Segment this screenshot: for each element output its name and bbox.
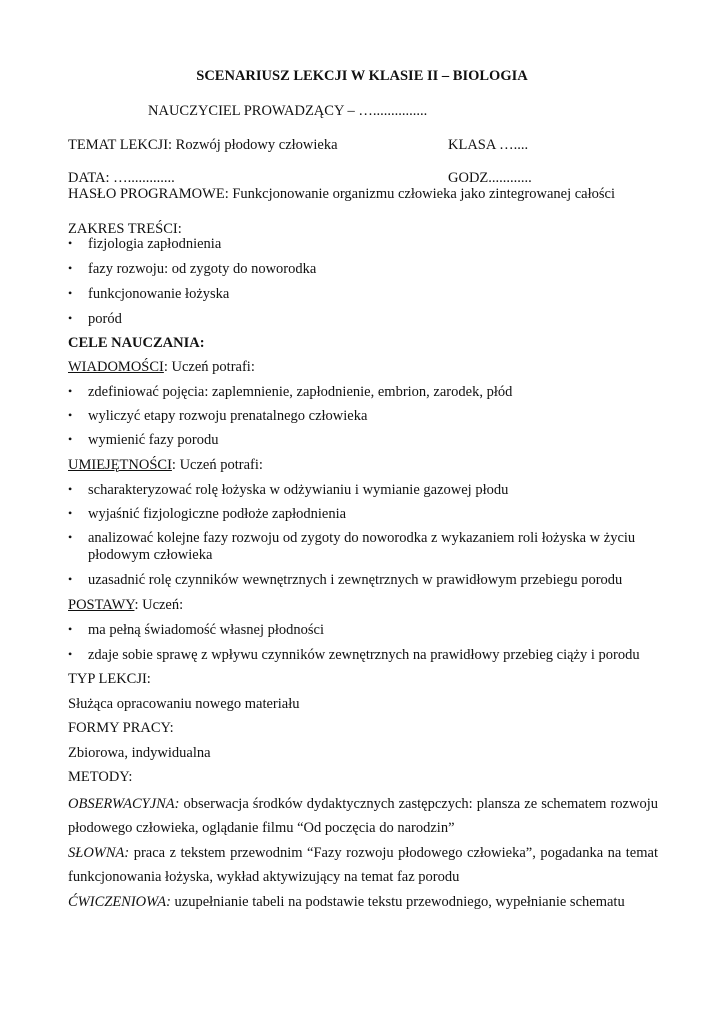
knowledge-list <box>68 384 512 456</box>
method-exercise <box>68 890 658 914</box>
forms-heading: FORMY PRACY: <box>68 720 174 736</box>
attitudes-heading <box>68 597 183 614</box>
method-name: ĆWICZENIOWA: <box>68 894 171 910</box>
document-title: SCENARIUSZ LEKCJI W KLASIE II – BIOLOGIA <box>196 68 528 84</box>
knowledge-heading <box>68 359 255 376</box>
knowledge-label: WIADOMOŚCI <box>68 359 164 375</box>
methods-heading: METODY: <box>68 769 133 785</box>
method-text: obserwacja środków dydaktycznych zastępczych: plansza ze schematem rozwoju płodowego człowieka, oglądanie filmu “Od poczęcia do narodzin” <box>68 796 658 836</box>
knowledge-suffix: : Uczeń potrafi: <box>163 359 255 375</box>
forms-value: Zbiorowa, indywidualna <box>68 745 211 761</box>
date-field: DATA: …............. <box>68 170 175 186</box>
skills-label: UMIEJĘTNOŚCI <box>68 457 172 473</box>
list-item: • wymienić fazy porodu <box>68 432 512 456</box>
teacher-line: NAUCZYCIEL PROWADZĄCY – …............... <box>148 103 428 119</box>
lesson-type-heading: TYP LEKCJI: <box>68 671 151 687</box>
lesson-topic: TEMAT LEKCJI: Rozwój płodowy człowieka <box>68 137 338 153</box>
list-item: • poród <box>68 311 316 336</box>
list-item: • wyjaśnić fizjologiczne podłoże zapłodnienia <box>68 506 668 530</box>
method-name: SŁOWNA: <box>68 845 130 861</box>
skills-suffix: : Uczeń potrafi: <box>171 457 263 473</box>
time-field: GODZ............ <box>448 170 532 186</box>
list-item: • fazy rozwoju: od zygoty do noworodka <box>68 261 316 286</box>
class-field: KLASA ….... <box>448 137 529 153</box>
list-item: • zdaje sobie sprawę z wpływu czynników zewnętrznych na prawidłowy przebieg ciąży i porodu <box>68 647 640 672</box>
list-item: • wyliczyć etapy rozwoju prenatalnego człowieka <box>68 408 512 432</box>
list-item: • funkcjonowanie łożyska <box>68 286 316 311</box>
attitudes-suffix: : Uczeń: <box>134 597 184 613</box>
list-item: • ma pełną świadomość własnej płodności <box>68 622 640 647</box>
lesson-type-value: Służąca opracowaniu nowego materiału <box>68 696 300 712</box>
method-observational <box>68 792 658 840</box>
skills-list <box>68 482 668 596</box>
method-text: praca z tekstem przewodnim “Fazy rozwoju płodowego człowieka”, pogadanka na temat funkcjonowania łożyska, wykład aktywizujący na temat faz porodu <box>68 845 658 885</box>
list-item: • uzasadnić rolę czynników wewnętrznych i zewnętrznych w prawidłowym przebiegu porodu <box>68 572 668 596</box>
list-item: • zdefiniować pojęcia: zaplemnienie, zapłodnienie, embrion, zarodek, płód <box>68 384 512 408</box>
attitudes-list <box>68 622 640 672</box>
program-motto: HASŁO PROGRAMOWE: Funkcjonowanie organizmu człowieka jako zintegrowanej całości <box>68 186 615 202</box>
goals-heading: CELE NAUCZANIA: <box>68 335 205 351</box>
scope-heading: ZAKRES TREŚCI: <box>68 221 182 237</box>
method-text: uzupełnianie tabeli na podstawie tekstu przewodniego, wypełnianie schematu <box>170 894 625 910</box>
skills-heading <box>68 457 263 474</box>
method-name: OBSERWACYJNA: <box>68 796 180 812</box>
attitudes-label: POSTAWY <box>68 597 135 613</box>
list-item: • scharakteryzować rolę łożyska w odżywianiu i wymianie gazowej płodu <box>68 482 668 506</box>
method-verbal <box>68 841 658 889</box>
list-item: • analizować kolejne fazy rozwoju od zygoty do noworodka z wykazaniem roli łożyska w życiu płodowym człowieka <box>68 530 668 572</box>
scope-list <box>68 236 316 336</box>
list-item: • fizjologia zapłodnienia <box>68 236 316 261</box>
